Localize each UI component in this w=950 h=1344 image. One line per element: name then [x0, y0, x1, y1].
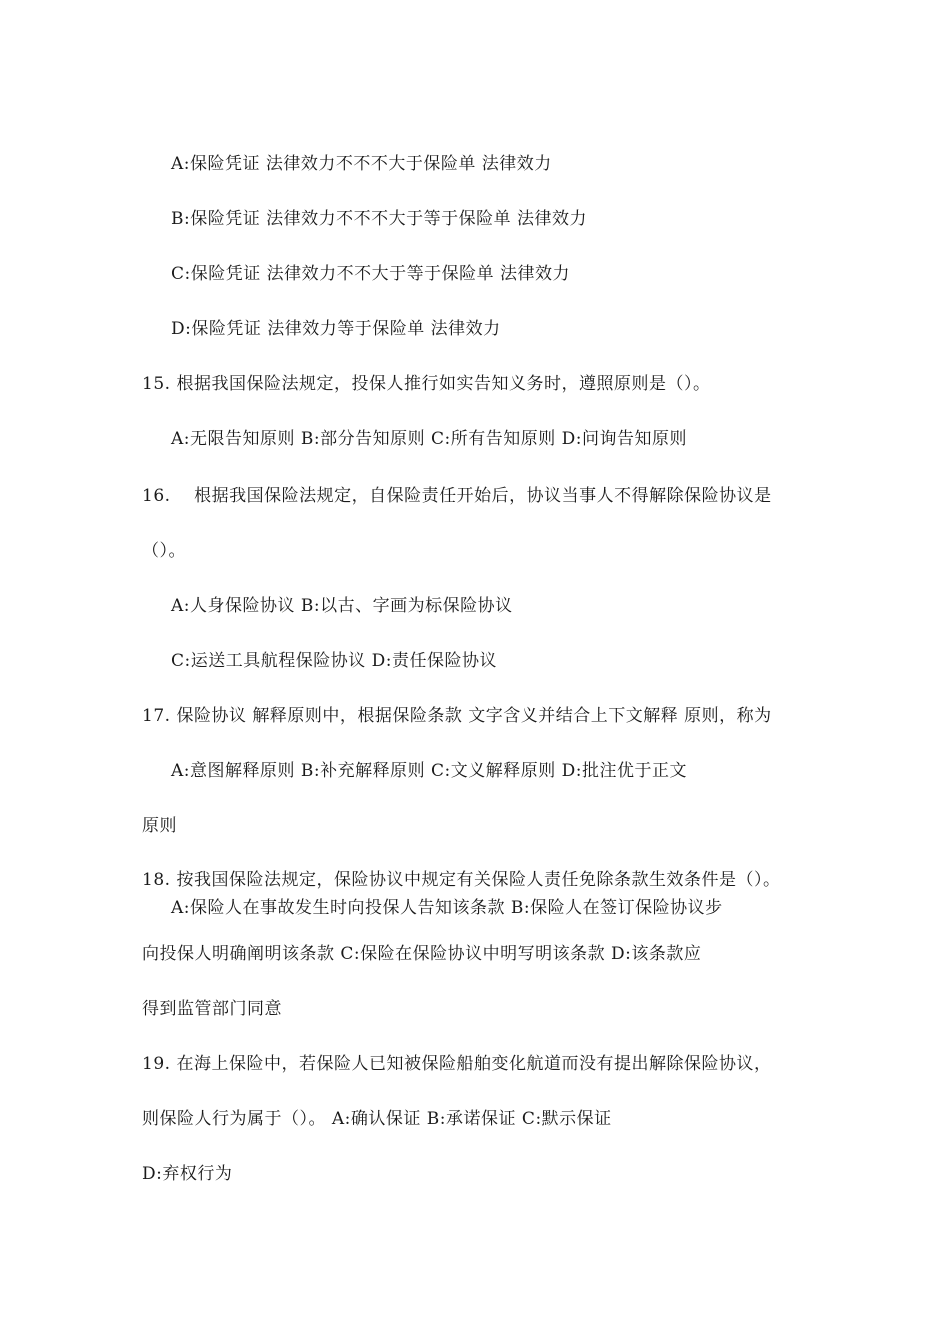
q14-option-a: A:保险凭证 法律效力不不不大于保险单 法律效力 [171, 154, 552, 174]
q19-question-cont: 则保险人行为属于（）。 A:确认保证 B:承诺保证 C:默示保证 [142, 1109, 612, 1129]
q15-options: A:无限告知原则 B:部分告知原则 C:所有告知原则 D:问询告知原则 [171, 429, 688, 449]
q16-options-ab: A:人身保险协议 B:以古、字画为标保险协议 [171, 596, 513, 616]
q15-question: 15. 根据我国保险法规定，投保人推行如实告知义务时，遵照原则是（）。 [142, 374, 711, 394]
q18-question: 18. 按我国保险法规定，保险协议中规定有关保险人责任免除条款生效条件是（）。 [142, 870, 781, 890]
q19-option-d: D:弃权行为 [142, 1164, 233, 1184]
q18-options-cont: 向投保人明确阐明该条款 C:保险在保险协议中明写明该条款 D:该条款应 [142, 944, 702, 964]
q17-question: 17. 保险协议 解释原则中，根据保险条款 文字含义并结合上下文解释 原则，称为 [142, 706, 772, 726]
q16-question-cont: （）。 [142, 541, 186, 561]
q16-options-cd: C:运送工具航程保险协议 D:责任保险协议 [171, 651, 497, 671]
q18-options-cont2: 得到监管部门同意 [142, 999, 282, 1019]
q18-options: A:保险人在事故发生时向投保人告知该条款 B:保险人在签订保险协议步 [171, 898, 723, 918]
q14-option-c: C:保险凭证 法律效力不不大于等于保险单 法律效力 [171, 264, 571, 284]
q17-options-cont: 原则 [142, 816, 177, 836]
q19-question: 19. 在海上保险中，若保险人已知被保险船舶变化航道而没有提出解除保险协议， [142, 1054, 772, 1074]
q14-option-d: D:保险凭证 法律效力等于保险单 法律效力 [171, 319, 501, 339]
q16-question: 16. 根据我国保险法规定，自保险责任开始后，协议当事人不得解除保险协议是 [142, 486, 772, 506]
q14-option-b: B:保险凭证 法律效力不不不大于等于保险单 法律效力 [171, 209, 588, 229]
q17-options: A:意图解释原则 B:补充解释原则 C:文义解释原则 D:批注优于正文 [171, 761, 688, 781]
